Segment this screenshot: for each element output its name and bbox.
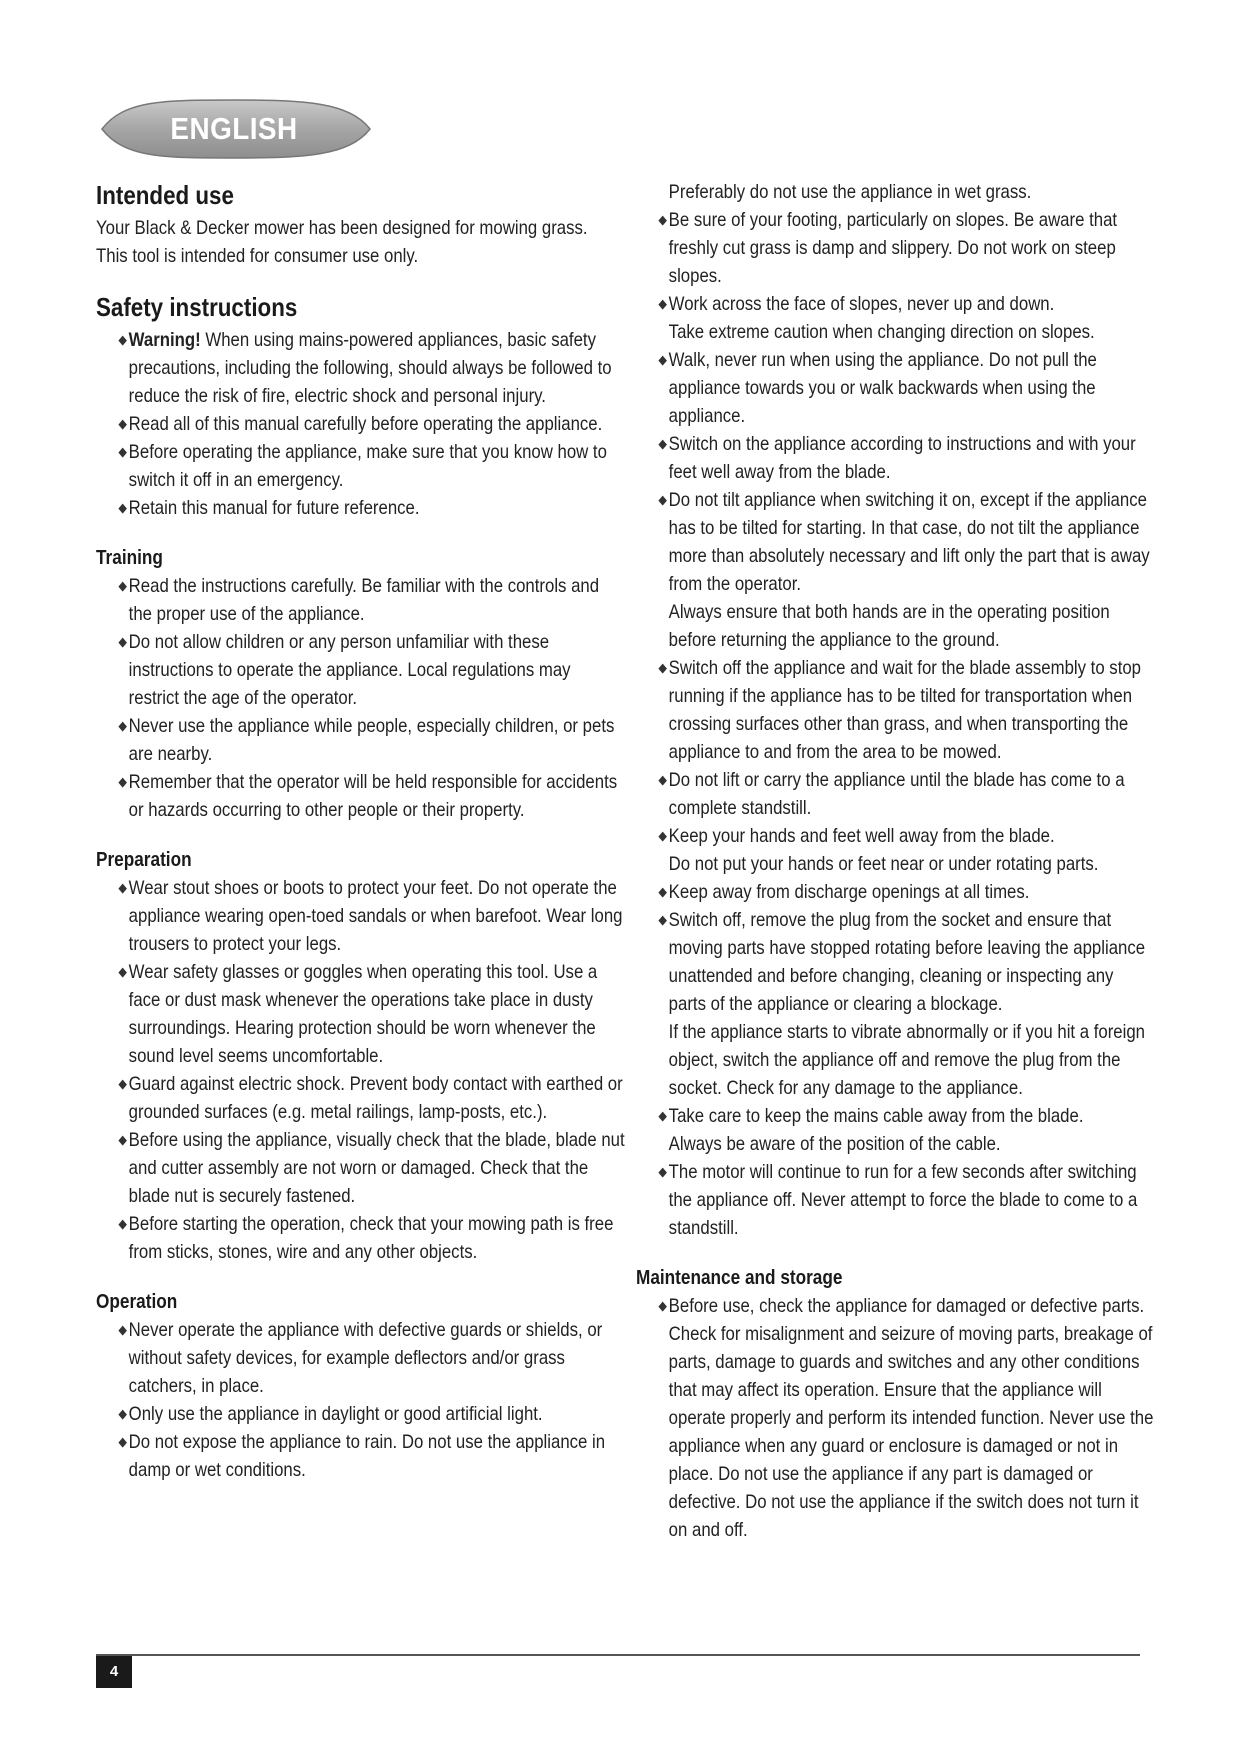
list-item — [96, 628, 625, 712]
list-item-text: Before starting the operation, check that your mowing path is free from sticks, stones, wire and any other objects. — [128, 1213, 614, 1263]
list-item — [96, 572, 625, 628]
list-item-text: Keep your hands and feet well away from the blade. — [668, 825, 1055, 847]
list-item-note: Always be aware of the position of the cable. — [668, 1133, 1001, 1155]
bullet-icon: ◆ — [658, 296, 667, 311]
list-item-text: Wear stout shoes or boots to protect your feet. Do not operate the appliance wearing open-toed sandals or when barefoot. Wear long trousers to protect your legs. — [128, 877, 623, 955]
bullet-icon: ◆ — [118, 1406, 127, 1421]
maintenance-list — [636, 1292, 1155, 1544]
list-item-text: Be sure of your footing, particularly on slopes. Be aware that freshly cut grass is damp and slippery. Do not work on steep slopes. — [668, 209, 1118, 287]
intended-use-line-1: Your Black & Decker mower has been designed for mowing grass. — [96, 217, 588, 239]
bullet-icon: ◆ — [118, 880, 127, 895]
list-item — [96, 1070, 625, 1126]
list-item-text: Read all of this manual carefully before operating the appliance. — [128, 413, 603, 435]
bullet-icon: ◆ — [118, 1216, 127, 1231]
preparation-list — [96, 874, 625, 1266]
bullet-icon: ◆ — [118, 1434, 127, 1449]
operation-continuation: Preferably do not use the appliance in wet grass. — [668, 181, 1032, 203]
list-item — [636, 486, 1155, 598]
operation-list-continued — [636, 206, 1155, 1242]
list-item — [96, 438, 625, 494]
list-item-note: Do not put your hands or feet near or under rotating parts. — [668, 853, 1099, 875]
page-number: 4 — [96, 1656, 132, 1688]
bullet-icon: ◆ — [658, 660, 667, 675]
list-item-text: Read the instructions carefully. Be familiar with the controls and the proper use of the appliance. — [128, 575, 600, 625]
bullet-icon: ◆ — [118, 774, 127, 789]
bullet-icon: ◆ — [658, 884, 667, 899]
list-item-text: Keep away from discharge openings at all times. — [668, 881, 1030, 903]
bullet-icon: ◆ — [658, 1298, 667, 1313]
list-item-text: Wear safety glasses or goggles when operating this tool. Use a face or dust mask whenever the operations take place in dusty surroundings. Hearing protection should be worn whenever the sound level seems uncomfortable. — [128, 961, 598, 1067]
list-item — [96, 326, 625, 410]
bullet-icon: ◆ — [658, 772, 667, 787]
list-item — [96, 768, 625, 824]
list-item — [636, 290, 1155, 318]
list-item-text: Take care to keep the mains cable away from the blade. — [668, 1105, 1084, 1127]
intended-use-line-2: This tool is intended for consumer use only. — [96, 245, 419, 267]
list-item — [96, 1428, 625, 1484]
operation-heading: Operation — [96, 1291, 178, 1313]
maintenance-heading: Maintenance and storage — [636, 1267, 843, 1289]
list-item — [636, 430, 1155, 486]
bullet-icon: ◆ — [118, 578, 127, 593]
training-list — [96, 572, 625, 824]
list-item-text: Switch off, remove the plug from the socket and ensure that moving parts have stopped rotating before leaving the appliance unattended and before changing, cleaning or inspecting any parts of the appliance or clearing a blockage. — [668, 909, 1146, 1015]
bullet-icon: ◆ — [118, 1132, 127, 1147]
list-item-text: Switch off the appliance and wait for the blade assembly to stop running if the appliance has to be tilted for transportation when crossing surfaces other than grass, and when transporting the appliance to and from the area to be mowed. — [668, 657, 1142, 763]
list-item — [636, 654, 1155, 766]
language-badge — [94, 98, 374, 160]
list-item-text: The motor will continue to run for a few seconds after switching the appliance off. Never attempt to force the blade to come to a standstill. — [668, 1161, 1138, 1239]
list-item-note: Always ensure that both hands are in the operating position before returning the appliance to the ground. — [668, 601, 1110, 651]
list-item-text: Before using the appliance, visually check that the blade, blade nut and cutter assembly are not worn or damaged. Check that the blade nut is securely fastened. — [128, 1129, 625, 1207]
list-item-text: Before operating the appliance, make sure that you know how to switch it off in an emergency. — [128, 441, 607, 491]
list-item — [636, 1158, 1155, 1242]
list-item-text: Before use, check the appliance for damaged or defective parts. Check for misalignment and seizure of moving parts, breakage of parts, damage to guards and switches and any other conditions that may affect its operation. Ensure that the appliance will operate properly and perform its intended function. Never use the appliance when any guard or enclosure is damaged or not in place. Do not use the appliance if any part is damaged or defective. Do not use the appliance if the switch does not turn it on and off. — [668, 1295, 1154, 1541]
preparation-heading: Preparation — [96, 849, 192, 871]
list-item — [96, 712, 625, 768]
list-item-text: Switch on the appliance according to instructions and with your feet well away from the blade. — [668, 433, 1136, 483]
list-item — [636, 906, 1155, 1018]
bullet-icon: ◆ — [118, 500, 127, 515]
list-item — [636, 766, 1155, 822]
list-item-text: Do not lift or carry the appliance until the blade has come to a complete standstill. — [668, 769, 1125, 819]
operation-list — [96, 1316, 625, 1484]
safety-list — [96, 326, 625, 522]
footer-divider — [96, 1654, 1140, 1656]
list-item — [96, 410, 625, 438]
list-item-text: Guard against electric shock. Prevent body contact with earthed or grounded surfaces (e.g. metal railings, lamp-posts, etc.). — [128, 1073, 623, 1123]
bullet-icon: ◆ — [658, 212, 667, 227]
list-item-text: Do not tilt appliance when switching it on, except if the appliance has to be tilted for starting. In that case, do not tilt the appliance more than absolutely necessary and lift only the part that is away from the operator. — [668, 489, 1150, 595]
list-item — [96, 874, 625, 958]
bullet-icon: ◆ — [658, 436, 667, 451]
bullet-icon: ◆ — [118, 416, 127, 431]
list-item — [96, 1400, 625, 1428]
bullet-icon: ◆ — [118, 964, 127, 979]
list-item-text: Do not expose the appliance to rain. Do not use the appliance in damp or wet conditions. — [128, 1431, 606, 1481]
list-item-text: Walk, never run when using the appliance. Do not pull the appliance towards you or walk backwards when using the appliance. — [668, 349, 1097, 427]
bullet-icon: ◆ — [658, 1108, 667, 1123]
list-item-text: Never operate the appliance with defective guards or shields, or without safety devices, for example deflectors and/or grass catchers, in place. — [128, 1319, 603, 1397]
list-item — [636, 346, 1155, 430]
training-heading: Training — [96, 547, 163, 569]
left-column — [96, 178, 626, 1484]
list-item — [96, 494, 625, 522]
list-item — [636, 878, 1155, 906]
bullet-icon: ◆ — [658, 828, 667, 843]
list-item-text: Remember that the operator will be held responsible for accidents or hazards occurring to other people or their property. — [128, 771, 618, 821]
warning-text: When using mains-powered appliances, basic safety precautions, including the following, should always be followed to reduce the risk of fire, electric shock and personal injury. — [128, 329, 612, 407]
list-item-text: Only use the appliance in daylight or good artificial light. — [128, 1403, 543, 1425]
list-item-text: Never use the appliance while people, especially children, or pets are nearby. — [128, 715, 615, 765]
list-item-text: Work across the face of slopes, never up and down. — [668, 293, 1055, 315]
list-item — [636, 206, 1155, 290]
bullet-icon: ◆ — [118, 634, 127, 649]
bullet-icon: ◆ — [118, 332, 127, 347]
language-label: ENGLISH — [170, 111, 298, 146]
list-item-text: Do not allow children or any person unfamiliar with these instructions to operate the appliance. Local regulations may restrict the age of the operator. — [128, 631, 571, 709]
list-item — [96, 1316, 625, 1400]
list-item — [636, 822, 1155, 850]
intended-use-heading: Intended use — [96, 180, 234, 210]
list-item — [636, 1292, 1155, 1544]
list-item-text: Retain this manual for future reference. — [128, 497, 420, 519]
warning-label: Warning! — [128, 329, 201, 351]
bullet-icon: ◆ — [118, 1076, 127, 1091]
safety-heading: Safety instructions — [96, 292, 298, 322]
bullet-icon: ◆ — [118, 718, 127, 733]
list-item-note: If the appliance starts to vibrate abnormally or if you hit a foreign object, switch the appliance off and remove the plug from the socket. Check for any damage to the appliance. — [668, 1021, 1146, 1099]
list-item — [96, 958, 625, 1070]
list-item — [96, 1126, 625, 1210]
list-item-note: Take extreme caution when changing direction on slopes. — [668, 321, 1095, 343]
bullet-icon: ◆ — [658, 1164, 667, 1179]
bullet-icon: ◆ — [658, 492, 667, 507]
bullet-icon: ◆ — [118, 444, 127, 459]
list-item — [636, 1102, 1155, 1130]
right-column — [636, 178, 1156, 1544]
bullet-icon: ◆ — [658, 352, 667, 367]
bullet-icon: ◆ — [118, 1322, 127, 1337]
list-item — [96, 1210, 625, 1266]
bullet-icon: ◆ — [658, 912, 667, 927]
